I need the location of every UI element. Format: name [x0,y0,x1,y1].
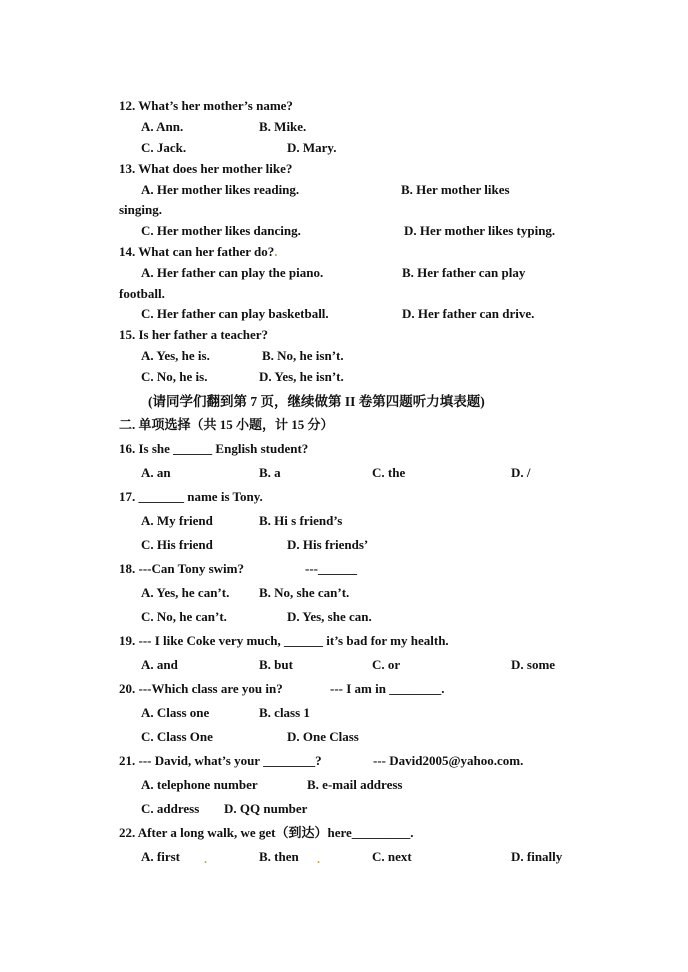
q12-option-c: C. Jack. [141,140,187,155]
q14-option-a: A. Her father can play the piano. [141,265,324,280]
q13-option-b-continued: singing. [119,202,162,217]
q18-option-a: A. Yes, he can’t. [141,585,230,600]
question-14-text: 14. What can her father do? [119,244,275,259]
question-20: 20. ---Which class are you in? [119,681,283,696]
q19-option-d: D. some [511,657,556,672]
q17-option-c: C. His friend [141,537,213,552]
q22-mark-1: . [204,852,207,866]
section-heading: 二. 单项选择（共 15 小题，计 15 分） [119,417,334,432]
q14-option-b-continued: football. [119,286,165,301]
q20-option-c: C. Class One [141,729,213,744]
question-21: 21. --- David, what’s your ________? [119,753,322,768]
q16-option-b: B. a [259,465,281,480]
question-14 [119,244,278,260]
question-15: 15. Is her father a teacher? [119,327,268,342]
q22-mark-2: . [317,852,320,866]
question-14-mark: . [274,244,278,259]
q20-option-a: A. Class one [141,705,210,720]
question-16: 16. Is she ______ English student? [119,441,309,456]
q22-option-a: A. first [141,849,180,864]
question-17: 17. _______ name is Tony. [119,489,263,504]
q14-option-b: B. Her father can play [402,265,526,280]
q13-option-c: C. Her mother likes dancing. [141,223,301,238]
q16-option-c: C. the [372,465,406,480]
q21-option-d: D. QQ number [224,801,308,816]
q13-option-b: B. Her mother likes [401,182,510,197]
q21-option-b: B. e-mail address [307,777,403,792]
q17-option-a: A. My friend [141,513,213,528]
q15-option-d: D. Yes, he isn’t. [259,369,344,384]
q20-option-b: B. class 1 [259,705,310,720]
q15-option-c: C. No, he is. [141,369,208,384]
question-12: 12. What’s her mother’s name? [119,98,293,113]
question-18-reply: ---______ [305,561,357,576]
q12-option-a: A. Ann. [141,119,184,134]
question-13: 13. What does her mother like? [119,161,293,176]
q21-option-a: A. telephone number [141,777,258,792]
q19-option-b: B. but [259,657,293,672]
q17-option-d: D. His friends’ [287,537,369,552]
q16-option-a: A. an [141,465,171,480]
question-22: 22. After a long walk, we get（到达）here_________. [119,825,414,840]
q14-option-d: D. Her father can drive. [402,306,535,321]
q18-option-b: B. No, she can’t. [259,585,350,600]
q17-option-b: B. Hi s friend’s [259,513,343,528]
q13-option-a: A. Her mother likes reading. [141,182,300,197]
question-18: 18. ---Can Tony swim? [119,561,244,576]
q19-option-a: A. and [141,657,178,672]
listening-notice: (请同学们翻到第 7 页，继续做第 II 卷第四题听力填表题) [148,394,485,409]
q22-option-b: B. then [259,849,299,864]
q21-option-c: C. address [141,801,200,816]
q12-option-d: D. Mary. [287,140,337,155]
q18-option-c: C. No, he can’t. [141,609,227,624]
q16-option-d: D. / [511,465,531,480]
q14-option-c: C. Her father can play basketball. [141,306,329,321]
q22-option-d: D. finally [511,849,563,864]
q20-option-d: D. One Class [287,729,359,744]
q19-option-c: C. or [372,657,401,672]
question-19: 19. --- I like Coke very much, ______ it’s bad for my health. [119,633,449,648]
q12-option-b: B. Mike. [259,119,307,134]
q13-option-d: D. Her mother likes typing. [404,223,556,238]
question-21-reply: --- David2005@yahoo.com. [373,753,524,768]
q15-option-b: B. No, he isn’t. [262,348,344,363]
q22-option-c: C. next [372,849,412,864]
question-20-reply: --- I am in ________. [330,681,445,696]
q18-option-d: D. Yes, she can. [287,609,372,624]
q15-option-a: A. Yes, he is. [141,348,210,363]
